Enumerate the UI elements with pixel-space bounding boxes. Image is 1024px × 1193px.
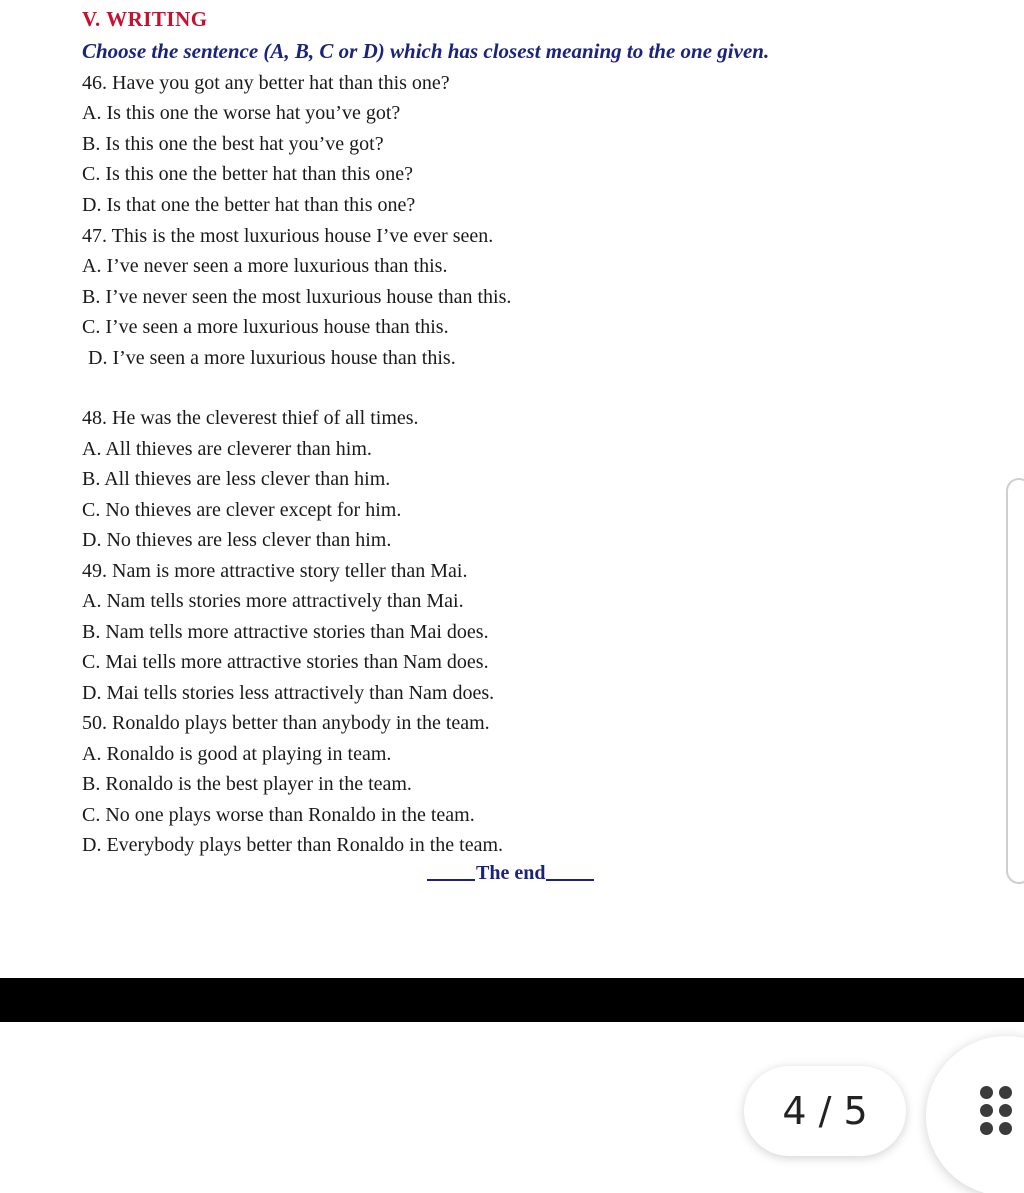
answer-option: B. All thieves are less clever than him. [82,468,391,490]
answer-option: A. Ronaldo is good at playing in team. [82,743,392,765]
answer-option: D. I’ve seen a more luxurious house than this. [88,347,456,369]
page-indicator[interactable]: 4 / 5 [744,1066,906,1156]
question-stem: 48. He was the cleverest thief of all times. [82,407,419,429]
answer-option: C. No one plays worse than Ronaldo in the team. [82,804,475,826]
answer-option: A. Is this one the worse hat you’ve got? [82,102,401,124]
answer-option: C. I’ve seen a more luxurious house than this. [82,316,449,338]
answer-option: A. All thieves are cleverer than him. [82,438,372,460]
answer-option: B. I’ve never seen the most luxurious house than this. [82,286,512,308]
answer-option: B. Is this one the best hat you’ve got? [82,133,384,155]
question-stem: 47. This is the most luxurious house I’ve ever seen. [82,225,494,247]
section-title: V. WRITING [82,7,208,31]
instruction-text: Choose the sentence (A, B, C or D) which has closest meaning to the one given. [82,39,770,63]
answer-option: D. Mai tells stories less attractively than Nam does. [82,682,495,704]
question-stem: 46. Have you got any better hat than this one? [82,72,450,94]
end-underline-left [427,879,475,881]
answer-option: C. Mai tells more attractive stories than Nam does. [82,651,489,673]
answer-option: A. I’ve never seen a more luxurious than this. [82,255,448,277]
end-underline-right [546,879,594,881]
answer-option: C. Is this one the better hat than this one? [82,163,414,185]
answer-option: D. No thieves are less clever than him. [82,529,392,551]
answer-option: C. No thieves are clever except for him. [82,499,402,521]
answer-option: D. Everybody plays better than Ronaldo in the team. [82,834,504,856]
scroll-handle[interactable] [1006,478,1024,884]
more-options-icon [980,1086,1020,1136]
answer-option: A. Nam tells stories more attractively than Mai. [82,590,464,612]
question-stem: 49. Nam is more attractive story teller than Mai. [82,560,468,582]
end-label: The end [476,862,546,884]
answer-option: B. Ronaldo is the best player in the team. [82,773,412,795]
question-stem: 50. Ronaldo plays better than anybody in the team. [82,712,490,734]
answer-option: B. Nam tells more attractive stories than Mai does. [82,621,489,643]
page-divider-bar [0,978,1024,1022]
end-marker [426,862,595,885]
answer-option: D. Is that one the better hat than this one? [82,194,416,216]
